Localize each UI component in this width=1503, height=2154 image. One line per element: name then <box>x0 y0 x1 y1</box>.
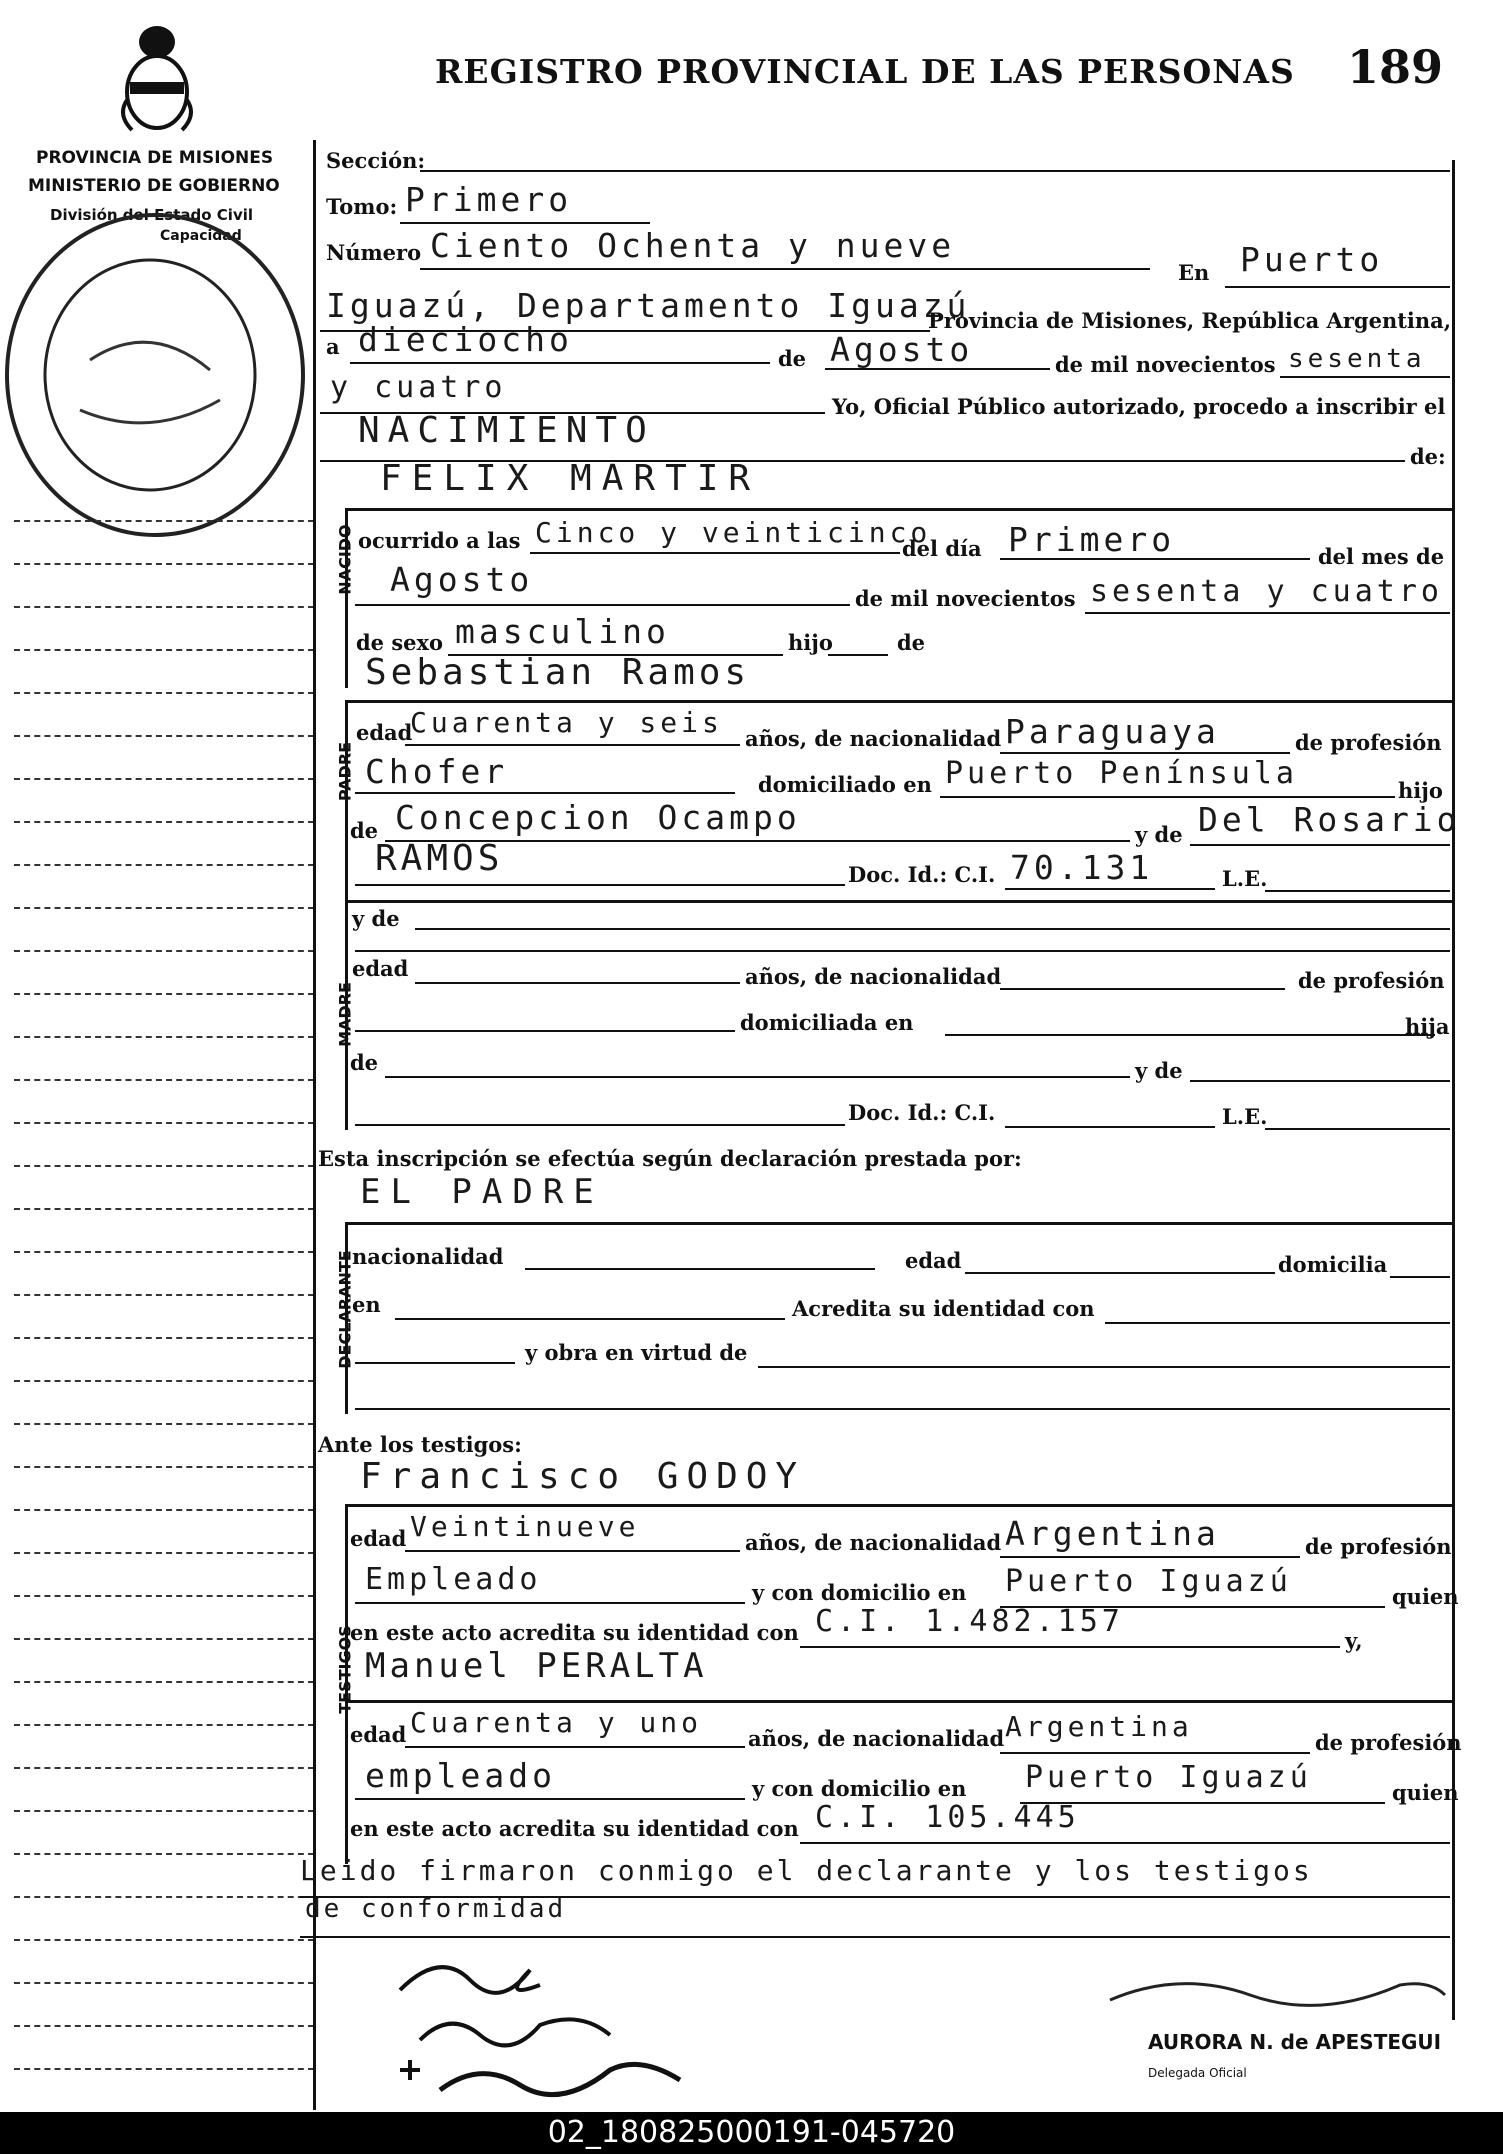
testigo1-doc-value: C.I. 1.482.157 <box>815 1604 1124 1639</box>
padre-hijo-de-1-value: Concepcion Ocampo <box>395 798 801 837</box>
testigos-section-label: TESTIGOS <box>335 1625 355 1714</box>
left-margin-line <box>14 606 314 608</box>
declarante-edad-field <box>965 1272 1275 1274</box>
anio-nacido-field <box>1085 612 1450 614</box>
declarante-edad-label: edad <box>905 1248 962 1273</box>
declarante-intro: Esta inscripción se efectúa según declaración prestada por: <box>318 1146 1022 1171</box>
left-margin-line <box>14 1423 314 1425</box>
testigo1-prof-label: de profesión <box>1305 1534 1452 1559</box>
declarante-dom-field <box>1390 1276 1450 1278</box>
testigo2-nac-field <box>1000 1752 1310 1754</box>
en-label: En <box>1178 260 1210 285</box>
hijo-de-label: de <box>897 630 926 655</box>
numero-label: Número <box>326 240 422 265</box>
padre-le-label: L.E. <box>1222 866 1268 891</box>
testigo2-acredita-label: en este acto acredita su identidad con <box>350 1816 799 1841</box>
padre-doc-value: 70.131 <box>1010 848 1154 887</box>
madre-hija-label: hija <box>1405 1014 1450 1039</box>
declarante-acredita-field <box>1105 1322 1450 1324</box>
madre-edad-label: edad <box>352 956 409 981</box>
left-margin-line <box>14 1939 314 1941</box>
left-margin-line <box>14 1724 314 1726</box>
signature-icon <box>380 1940 710 2110</box>
madre-dom-field <box>945 1034 1435 1036</box>
nacido-section-label: NACIDO <box>335 524 355 595</box>
page-title: REGISTRO PROVINCIAL DE LAS PERSONAS <box>435 52 1295 91</box>
del-dia-label: del día <box>902 536 982 561</box>
madre-edad-field <box>415 982 740 984</box>
padre-prof-value: Chofer <box>365 752 509 791</box>
left-margin-line <box>14 1380 314 1382</box>
left-margin-line <box>14 1036 314 1038</box>
left-margin-line <box>14 1896 314 1898</box>
testigo1-nac-field <box>1000 1556 1300 1558</box>
testigo1-doc-field <box>800 1646 1340 1648</box>
testigo2-dom-value: Puerto Iguazú <box>1025 1760 1312 1795</box>
page-number: 189 <box>1347 40 1444 94</box>
testigo2-edad-value: Cuarenta y uno <box>410 1706 703 1739</box>
nacido-top-rule <box>348 508 1452 511</box>
testigo1-prof-value: Empleado <box>365 1562 542 1597</box>
en-field <box>1225 286 1450 288</box>
left-margin-line <box>14 1595 314 1597</box>
ministry-name: MINISTERIO DE GOBIERNO <box>28 176 280 196</box>
testigos-top-rule <box>345 1504 1452 1507</box>
left-margin-line <box>14 1767 314 1769</box>
padre-apellido-value: RAMOS <box>375 838 504 879</box>
declarante-nombre-value: EL PADRE <box>360 1172 604 1212</box>
madre-doc-label: Doc. Id.: C.I. <box>848 1100 996 1125</box>
mil-nov-nacido-label: de mil novecientos <box>855 586 1076 611</box>
seccion-field <box>420 170 1450 172</box>
madre-y-de-label: y de <box>352 906 400 931</box>
padre-edad-field <box>405 744 740 746</box>
anio-nacido-value: sesenta y cuatro <box>1090 574 1443 609</box>
left-margin-line <box>14 821 314 823</box>
madre-dom-label: domiciliada en <box>740 1010 914 1035</box>
padre-prof-label: de profesión <box>1295 730 1442 755</box>
testigo1-dom-label: y con domicilio en <box>752 1580 967 1605</box>
a-label: a <box>326 334 340 359</box>
testigo2-top-rule <box>345 1700 1452 1703</box>
hijo-label: hijo <box>788 630 833 655</box>
padre-edad-label: edad <box>356 720 413 745</box>
padre-dom-value: Puerto Península <box>945 756 1298 791</box>
left-margin-line <box>14 1552 314 1554</box>
procedo-label: Yo, Oficial Público autorizado, procedo a inscribir el <box>832 394 1446 419</box>
left-margin-line <box>14 1294 314 1296</box>
testigo2-doc-field <box>800 1842 1450 1844</box>
declarante-virtud-field <box>758 1366 1450 1368</box>
hijo-field <box>828 654 888 656</box>
mes-nacido-field <box>355 604 850 606</box>
cierre-texto-2: de conformidad <box>305 1894 567 1924</box>
padre-apellido-field <box>355 884 845 886</box>
madre-nac-label: años, de nacionalidad <box>745 964 1002 989</box>
padre-dom-label: domiciliado en <box>758 772 932 797</box>
madre-nombre-field <box>415 928 1450 930</box>
left-margin-line <box>14 692 314 694</box>
mes-field <box>825 368 1050 370</box>
declarante-acredita-label: Acredita su identidad con <box>792 1296 1095 1321</box>
testigo1-edad-value: Veintinueve <box>410 1510 640 1543</box>
madre-apellido-field <box>355 1124 845 1126</box>
mes-nacido-value: Agosto <box>390 560 534 599</box>
testigo2-prof-field <box>355 1798 745 1800</box>
coat-of-arms-icon <box>112 20 202 135</box>
padre-edad-value: Cuarenta y seis <box>410 706 723 739</box>
testigo1-y-label: y, <box>1345 1628 1363 1653</box>
testigo2-edad-label: edad <box>350 1722 407 1747</box>
dia-field <box>350 362 770 364</box>
testigos-intro: Ante los testigos: <box>318 1432 522 1457</box>
left-margin-line <box>14 1122 314 1124</box>
left-margin-line <box>14 563 314 565</box>
declarante-nac-label: nacionalidad <box>352 1244 504 1269</box>
document-code: 02_180825000191-045720 <box>547 2115 956 2150</box>
testigo2-edad-field <box>405 1746 745 1748</box>
de-mes-label: de <box>778 346 807 371</box>
padre-doc-label: Doc. Id.: C.I. <box>848 862 996 887</box>
madre-hija-de-1-field <box>385 1076 1130 1078</box>
oficial-nombre: AURORA N. de APESTEGUI <box>1148 2030 1442 2054</box>
testigo2-prof-value: empleado <box>365 1756 556 1795</box>
madre-prof-field <box>355 1030 735 1032</box>
division-sub: Capacidad <box>160 228 242 244</box>
left-margin-line <box>14 1982 314 1984</box>
padre-nac-value: Paraguaya <box>1005 712 1220 751</box>
tomo-value: Primero <box>405 180 573 219</box>
footer-bar <box>0 2112 1503 2154</box>
left-margin-line <box>14 993 314 995</box>
testigo1-acredita-label: en este acto acredita su identidad con <box>350 1620 799 1645</box>
cierre-texto-1: Leido firmaron conmigo el declarante y los testigos <box>300 1854 1313 1887</box>
testigo2-prof-label: de profesión <box>1315 1730 1462 1755</box>
left-margin-line <box>14 1337 314 1339</box>
madre-y-de2-label: y de <box>1135 1058 1183 1083</box>
left-margin-line <box>14 649 314 651</box>
left-margin-line <box>14 1810 314 1812</box>
padre-section-label: PADRE <box>335 741 355 802</box>
madre-doc-field <box>1005 1126 1215 1128</box>
left-margin-line <box>14 2068 314 2070</box>
declarante-extra-field <box>355 1408 1450 1410</box>
tomo-field <box>400 222 650 224</box>
testigo1-nombre-value: Francisco GODOY <box>360 1456 806 1497</box>
declarante-virtud-label: y obra en virtud de <box>525 1340 748 1365</box>
padre-top-rule <box>345 700 1452 703</box>
tomo-label: Tomo: <box>326 194 398 219</box>
testigo2-doc-value: C.I. 105.445 <box>815 1800 1080 1835</box>
madre-section-label: MADRE <box>335 982 355 1047</box>
numero-value: Ciento Ochenta y nueve <box>430 226 956 265</box>
madre-le-label: L.E. <box>1222 1104 1268 1129</box>
official-signature-icon <box>1100 1960 1450 2020</box>
dia-nacido-field <box>1000 558 1310 560</box>
testigo1-edad-label: edad <box>350 1526 407 1551</box>
left-margin-line <box>14 1681 314 1683</box>
sexo-value: masculino <box>455 612 670 651</box>
padre-nombre-value: Sebastian Ramos <box>365 652 751 693</box>
left-margin-line <box>14 864 314 866</box>
madre-nombre-field-2 <box>355 950 1450 952</box>
anio-value: sesenta <box>1288 344 1426 374</box>
acto-de-label: de: <box>1410 444 1446 469</box>
testigo1-nac-value: Argentina <box>1005 1514 1220 1553</box>
left-margin-line <box>14 1853 314 1855</box>
left-margin-line <box>14 1208 314 1210</box>
provincia-label: Provincia de Misiones, República Argentina, <box>928 308 1452 333</box>
left-margin-line <box>14 2025 314 2027</box>
left-margin-line <box>14 1638 314 1640</box>
testigo1-nac-label: años, de nacionalidad <box>745 1530 1002 1555</box>
padre-hijo-de-2-value: Del Rosario <box>1198 800 1461 839</box>
lugar-value: Iguazú, Departamento Iguazú <box>326 286 971 325</box>
sexo-label: de sexo <box>356 630 444 655</box>
declarante-section-label: DECLARANTE <box>335 1250 355 1369</box>
left-margin-line <box>14 735 314 737</box>
testigo2-nac-label: años, de nacionalidad <box>748 1726 1005 1751</box>
hora-field <box>530 552 900 554</box>
declarante-en-field <box>395 1318 785 1320</box>
padre-dom-field <box>940 796 1395 798</box>
mil-nov-label: de mil novecientos <box>1055 352 1276 377</box>
padre-y-de-label: y de <box>1135 822 1183 847</box>
madre-prof-label: de profesión <box>1298 968 1445 993</box>
frame-left-border <box>313 140 316 2110</box>
madre-le-field <box>1265 1128 1450 1130</box>
official-seal-icon <box>0 210 310 550</box>
en-value: Puerto <box>1240 240 1384 279</box>
nombre-nacido-value: FELIX MARTIR <box>380 458 761 499</box>
declarante-top-rule <box>345 1222 1452 1225</box>
anio-cont-value: y cuatro <box>330 370 507 405</box>
padre-hijo-label: hijo <box>1398 778 1443 803</box>
oficial-cargo: Delegada Oficial <box>1148 2066 1247 2080</box>
province-name: PROVINCIA DE MISIONES <box>36 148 274 168</box>
padre-hijo-de-2-field <box>1190 844 1450 846</box>
mes-value: Agosto <box>830 330 974 369</box>
left-margin-line <box>14 1079 314 1081</box>
left-margin-line <box>14 950 314 952</box>
testigo1-prof-field <box>355 1602 745 1604</box>
madre-nac-field <box>1000 988 1285 990</box>
left-margin-line <box>14 778 314 780</box>
declarante-blank-field <box>355 1362 515 1364</box>
madre-top-rule <box>345 900 1452 903</box>
padre-nac-label: años, de nacionalidad <box>745 726 1002 751</box>
padre-nac-field <box>1000 752 1290 754</box>
left-margin-line <box>14 520 314 522</box>
division-name: División del Estado Civil <box>50 206 254 224</box>
left-margin-line <box>14 1165 314 1167</box>
testigo2-nac-value: Argentina <box>1005 1710 1193 1743</box>
padre-doc-field <box>1005 888 1215 890</box>
testigo1-quien-label: quien <box>1392 1584 1459 1609</box>
numero-field <box>420 268 1150 270</box>
dia-nacido-value: Primero <box>1008 520 1176 559</box>
testigo2-quien-label: quien <box>1392 1780 1459 1805</box>
madre-hija-de-2-field <box>1190 1080 1450 1082</box>
testigo1-edad-field <box>405 1550 740 1552</box>
hora-value: Cinco y veinticinco <box>535 516 932 549</box>
acto-value: NACIMIENTO <box>358 410 655 451</box>
padre-le-field <box>1265 890 1450 892</box>
ocurrido-label: ocurrido a las <box>358 528 521 553</box>
seccion-label: Sección: <box>326 148 426 173</box>
testigo2-dom-label: y con domicilio en <box>752 1776 967 1801</box>
declarante-en-label: en <box>352 1292 381 1317</box>
padre-prof-field <box>355 792 735 794</box>
cierre-line-2 <box>300 1936 1450 1938</box>
declarante-nac-field <box>525 1268 875 1270</box>
left-margin-line <box>14 1251 314 1253</box>
del-mes-label: del mes de <box>1318 544 1445 569</box>
dia-value: dieciocho <box>358 320 573 359</box>
left-margin-line <box>14 1466 314 1468</box>
testigo2-nombre-value: Manuel PERALTA <box>365 1646 708 1686</box>
left-margin-line <box>14 907 314 909</box>
madre-de-label: de <box>350 1050 379 1075</box>
declarante-dom-label: domicilia <box>1278 1252 1388 1277</box>
padre-de-label: de <box>350 818 379 843</box>
anio-field <box>1280 376 1450 378</box>
testigo1-dom-value: Puerto Iguazú <box>1005 1564 1292 1599</box>
left-margin-line <box>14 1509 314 1511</box>
